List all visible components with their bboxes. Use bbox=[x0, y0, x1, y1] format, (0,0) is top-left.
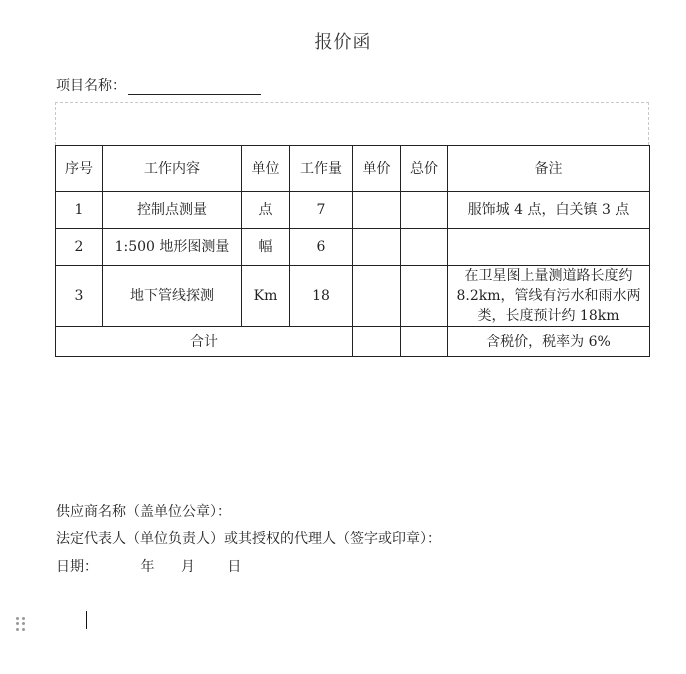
cell-content[interactable]: 1:500 地形图测量 bbox=[103, 229, 242, 266]
cell-content[interactable]: 地下管线探测 bbox=[103, 266, 242, 327]
year-label: 年 bbox=[140, 559, 155, 575]
cell-note[interactable]: 在卫星图上量测道路长度约 8.2km，管线有污水和雨水两类，长度预计约 18km bbox=[448, 266, 650, 327]
summary-label[interactable]: 合计 bbox=[56, 327, 353, 357]
table-row bbox=[56, 266, 650, 327]
text-cursor bbox=[86, 611, 87, 629]
representative-line[interactable]: 法定代表人（单位负责人）或其授权的代理人（签字或印章）： bbox=[56, 531, 441, 547]
header-cell: 序号 bbox=[56, 146, 103, 192]
cell-note[interactable]: 服饰城 4 点，白关镇 3 点 bbox=[448, 192, 650, 229]
cell-unit[interactable]: Km bbox=[242, 266, 290, 327]
cell-unit[interactable]: 幅 bbox=[242, 229, 290, 266]
text-frame[interactable] bbox=[55, 102, 649, 145]
cell-unit[interactable]: 点 bbox=[242, 192, 290, 229]
project-name-line bbox=[56, 75, 261, 95]
cell-qty[interactable]: 18 bbox=[290, 266, 353, 327]
summary-price[interactable] bbox=[353, 327, 401, 357]
cell-price[interactable] bbox=[353, 229, 401, 266]
cell-price[interactable] bbox=[353, 266, 401, 327]
supplier-line[interactable]: 供应商名称（盖单位公章）： bbox=[56, 504, 231, 520]
cell-no[interactable]: 3 bbox=[56, 266, 103, 327]
table-header-row bbox=[56, 146, 650, 192]
table-summary-row bbox=[56, 327, 650, 357]
cell-total[interactable] bbox=[401, 229, 448, 266]
header-cell: 备注 bbox=[448, 146, 650, 192]
project-name-blank[interactable] bbox=[128, 80, 261, 95]
cell-no[interactable]: 1 bbox=[56, 192, 103, 229]
day-label: 日 bbox=[227, 559, 242, 575]
cell-total[interactable] bbox=[401, 266, 448, 327]
date-label: 日期： bbox=[56, 559, 98, 575]
table-row bbox=[56, 229, 650, 266]
table-row bbox=[56, 192, 650, 229]
header-cell: 工作内容 bbox=[103, 146, 242, 192]
cell-total[interactable] bbox=[401, 192, 448, 229]
drag-handle-icon[interactable] bbox=[16, 617, 26, 631]
date-line[interactable] bbox=[56, 556, 241, 576]
cell-price[interactable] bbox=[353, 192, 401, 229]
project-name-label: 项目名称： bbox=[56, 78, 126, 94]
header-cell: 总价 bbox=[401, 146, 448, 192]
document-title: 报价函 bbox=[314, 32, 372, 53]
cell-no[interactable]: 2 bbox=[56, 229, 103, 266]
summary-total[interactable] bbox=[401, 327, 448, 357]
header-cell: 单位 bbox=[242, 146, 290, 192]
summary-note[interactable]: 含税价，税率为 6% bbox=[448, 327, 650, 357]
month-label: 月 bbox=[180, 559, 195, 575]
quote-table bbox=[55, 145, 650, 357]
cell-qty[interactable]: 6 bbox=[290, 229, 353, 266]
cell-note[interactable] bbox=[448, 229, 650, 266]
cell-content[interactable]: 控制点测量 bbox=[103, 192, 242, 229]
header-cell: 单价 bbox=[353, 146, 401, 192]
header-cell: 工作量 bbox=[290, 146, 353, 192]
cell-qty[interactable]: 7 bbox=[290, 192, 353, 229]
